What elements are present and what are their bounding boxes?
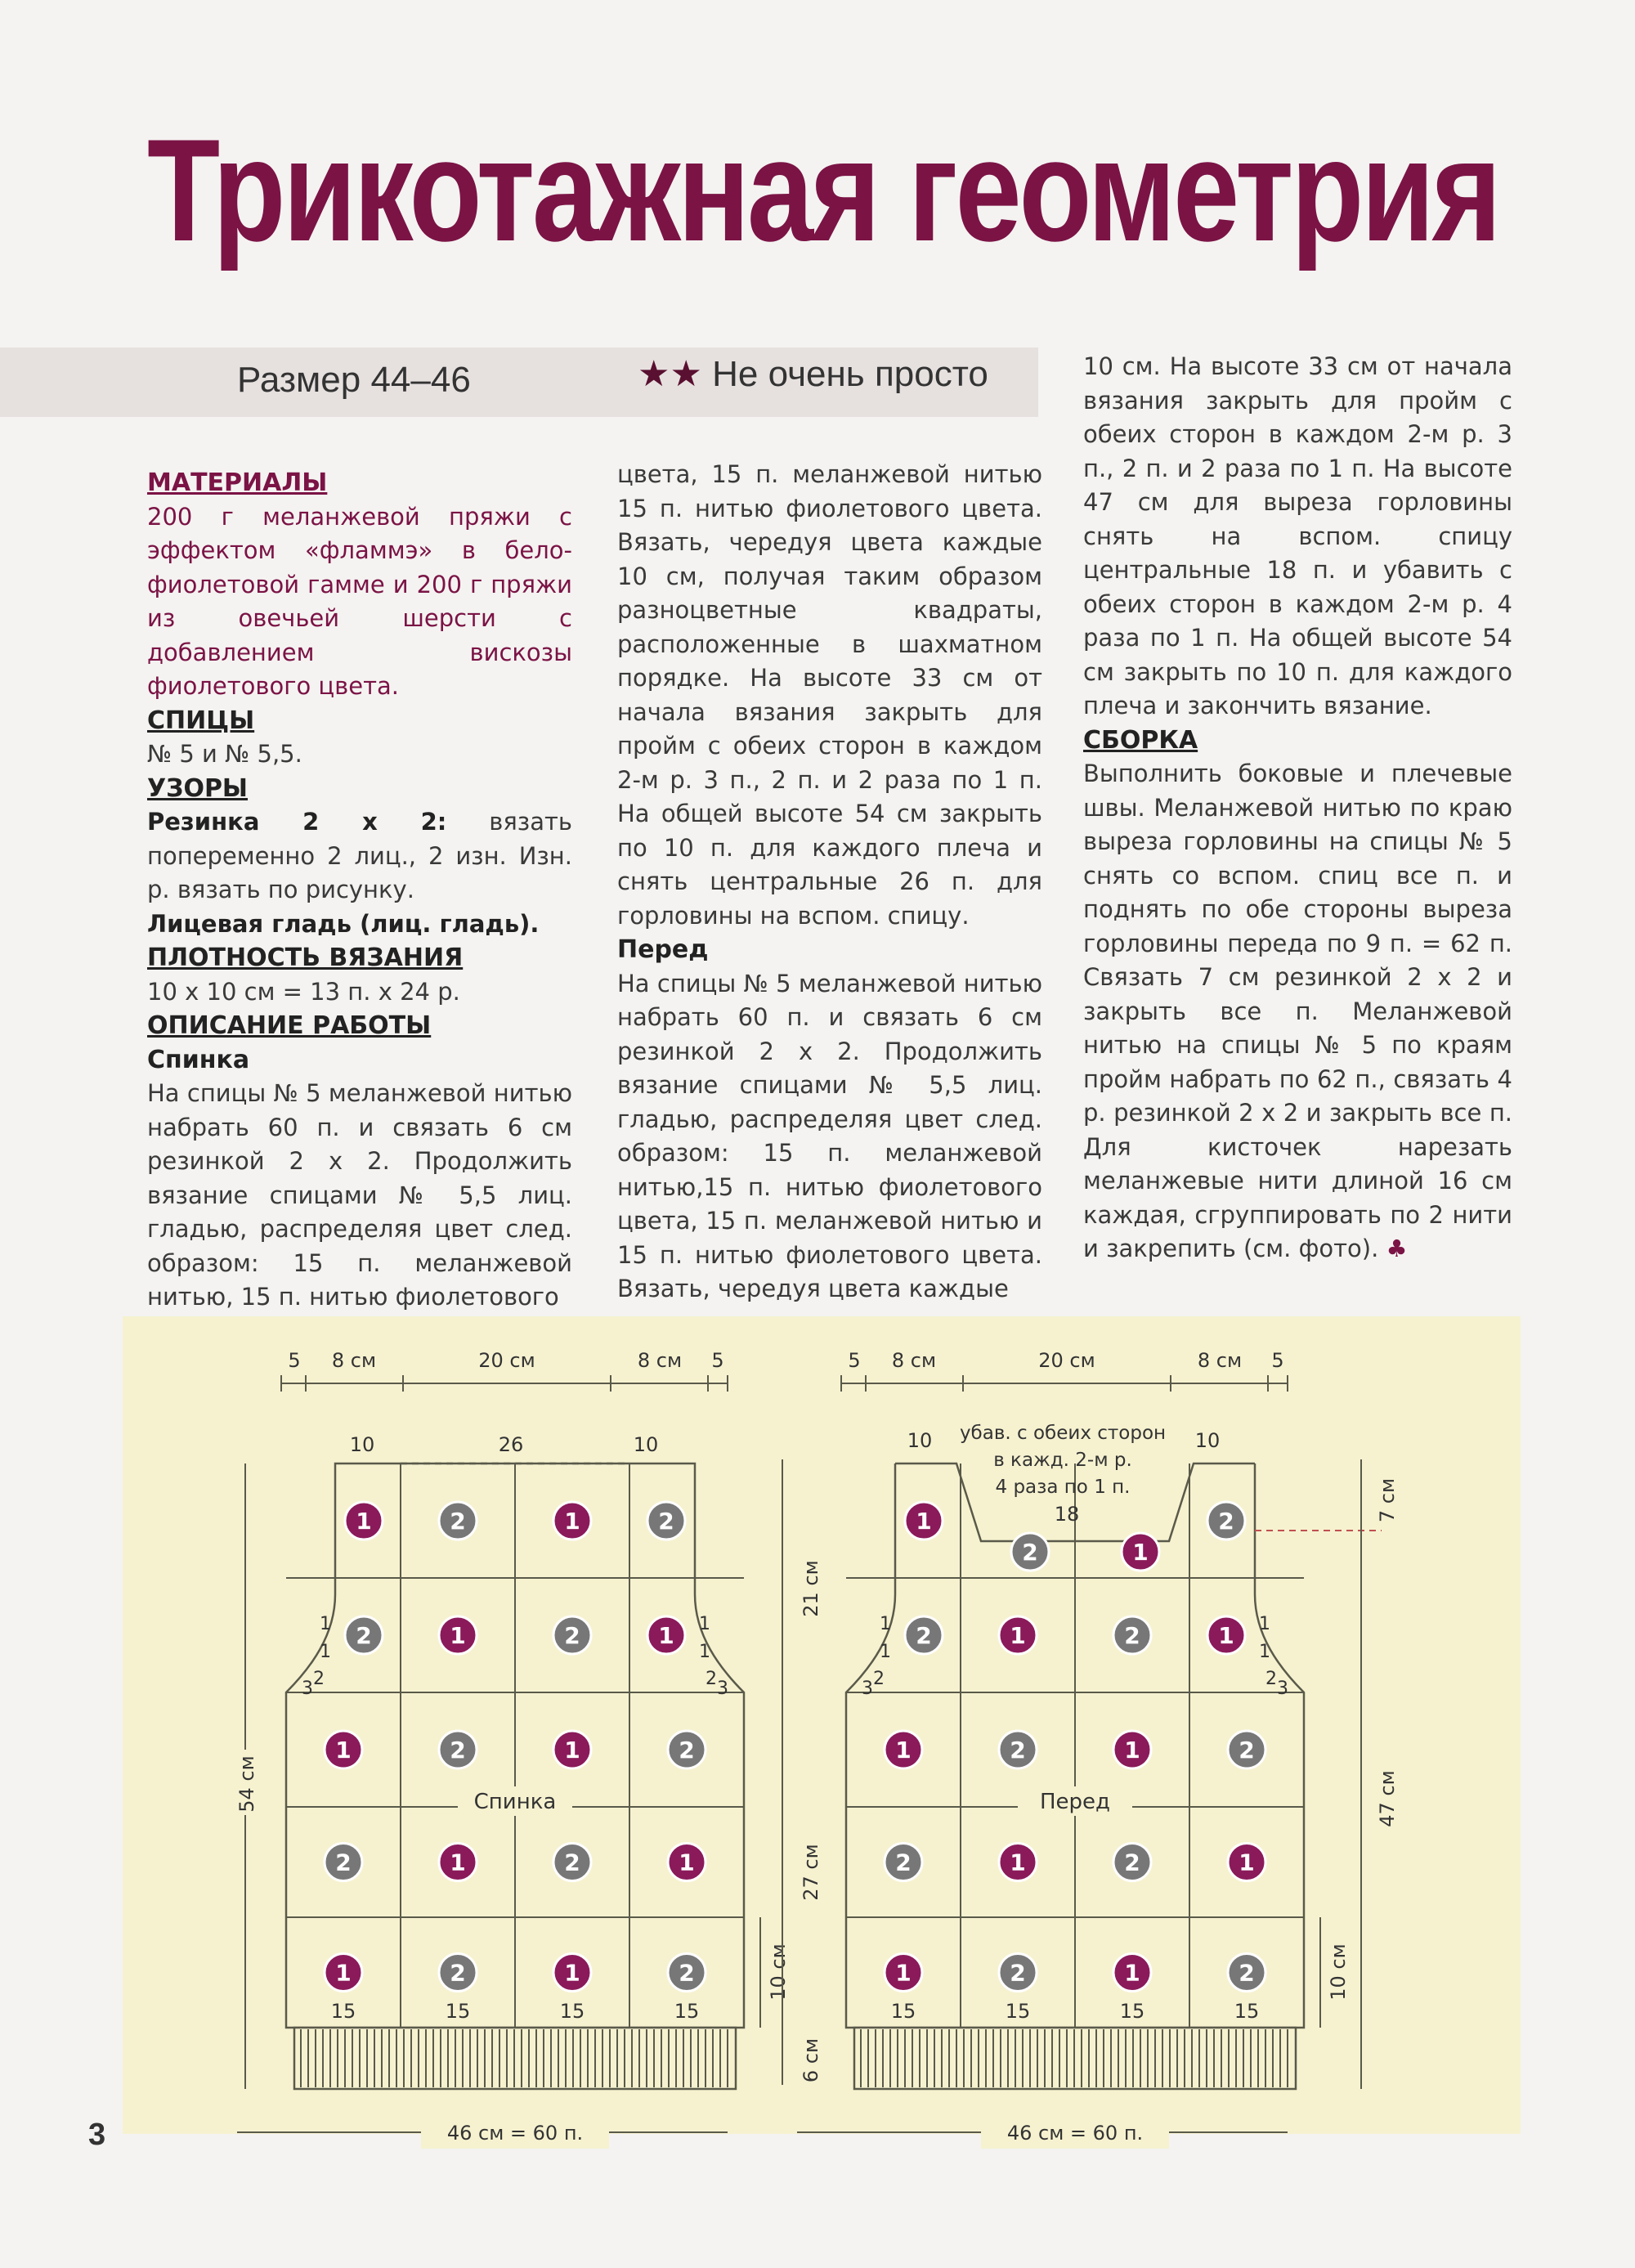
badge-number: 2 (335, 1849, 352, 1876)
badge-number: 1 (679, 1849, 695, 1876)
top-dimension-label: 5 (1271, 1349, 1284, 1372)
piece-label: Перед (1039, 1790, 1111, 1814)
badge-number: 2 (564, 1849, 580, 1876)
top-dimension-label: 5 (288, 1349, 301, 1372)
back-schematic (235, 1349, 822, 2149)
badge-number: 2 (1239, 1737, 1255, 1764)
difficulty-stars: ★★ (638, 354, 702, 394)
badge-number: 2 (916, 1622, 932, 1649)
assembly-body: Выполнить боковые и плечевые швы. Меланжевой нитью по краю выреза горловины на спицы № 5 снять со вспом. спиц все п. и поднять по обе стороны выреза горловины переда по 9 п. = 62 п. Связать 7 см резинкой 2 х 2 и закрыть все п. Меланжевой нитью на спицы № 5 по краям пройм набрать по 62 п., связать 4 р. резинкой 2 х 2 и закрыть все п. Для кисточек нарезать меланжевые нити длиной 16 см каждая, сгруппировать по 2 нити и закрепить (см. фото). (1083, 760, 1512, 1262)
front-schematic (797, 1349, 1399, 2149)
top-dimension-label: 20 см (1038, 1349, 1095, 1372)
shoulder-label: 10 (1194, 1429, 1221, 1452)
materials-heading: МАТЕРИАЛЫ (147, 468, 328, 497)
bottom-stitch-label: 15 (445, 2000, 471, 2023)
decrease-note: убав. с обеих сторон (959, 1423, 1167, 1444)
bottom-stitch-label: 15 (1005, 2000, 1031, 2023)
badge-number: 2 (1124, 1622, 1140, 1649)
armhole-count: 1 (880, 1614, 891, 1634)
shoulder-label: 10 (907, 1429, 933, 1452)
badge-number: 2 (1010, 1737, 1026, 1764)
badge-number: 1 (1132, 1539, 1149, 1566)
stocking-text: Лицевая гладь (лиц. гладь). (147, 909, 540, 938)
badge-number: 1 (1010, 1622, 1026, 1649)
badge-number: 1 (1239, 1849, 1255, 1876)
badge-number: 1 (564, 1508, 580, 1535)
badge-number: 2 (1218, 1508, 1234, 1535)
badge-number: 1 (335, 1959, 352, 1987)
badge-number: 1 (564, 1959, 580, 1987)
armhole-count: 2 (1265, 1669, 1277, 1689)
badge-number: 1 (895, 1959, 912, 1987)
badge-number: 1 (564, 1737, 580, 1764)
armhole-count: 1 (699, 1642, 710, 1662)
front-text: На спицы № 5 меланжевой нитью набрать 60 п. и связать 6 см резинкой 2 х 2. Продолжить вязание спицами № 5,5 лиц. гладью, распределяя цвет след. образом: 15 п. меланжевой нитью,15 п. нитью фиолетового цвета, 15 п. меланжевой нитью и 15 п. нитью фиолетового цвета. Вязать, чередуя цвета каждые (617, 969, 1042, 1302)
armhole-count: 3 (1277, 1679, 1288, 1699)
page-title: Трикотажная геометрия (147, 109, 1499, 271)
badge-number: 1 (450, 1622, 466, 1649)
badge-number: 1 (1124, 1959, 1140, 1987)
armhole-count: 1 (880, 1642, 891, 1662)
needles-text: № 5 и № 5,5. (147, 740, 302, 768)
bottom-stitch-label: 15 (330, 2000, 356, 2023)
shoulder-label: 10 (633, 1433, 659, 1456)
badge-number: 1 (356, 1508, 372, 1535)
height-21-label: 21 см (800, 1560, 822, 1617)
height-label: 54 см (235, 1755, 258, 1813)
front-heading: Перед (617, 935, 709, 964)
bottom-stitch-label: 15 (674, 2000, 700, 2023)
badge-number: 2 (679, 1959, 695, 1987)
rib-title: Резинка 2 х 2: (147, 808, 447, 836)
rib-height-label: 10 см (767, 1943, 790, 2001)
decrease-note: 4 раза по 1 п. (995, 1477, 1131, 1498)
badge-number: 2 (658, 1508, 674, 1535)
badge-number: 1 (450, 1849, 466, 1876)
height-47-label: 47 см (1376, 1770, 1399, 1827)
badge-number: 1 (658, 1622, 674, 1649)
top-dimension-label: 8 см (891, 1349, 937, 1372)
shoulder-label: 10 (349, 1433, 375, 1456)
needles-heading: СПИЦЫ (147, 706, 255, 735)
armhole-count: 1 (1259, 1614, 1270, 1634)
materials-text: 200 г меланжевой пряжи с эффектом «фламмэ» в бело-фиолетовой гамме и 200 г пряжи из овечьей шерсти с добавлением вискозы фиолетового цвета. (147, 502, 572, 700)
end-mark: ♣ (1386, 1235, 1408, 1262)
front-continued-text: 10 см. На высоте 33 см от начала вязания закрыть для пройм с обеих сторон в каждом 2-м р. 3 п., 2 п. и 2 раза по 1 п. На высоте 47 см для выреза горловины снять на вспом. спицу центральные 18 п. и убавить с обеих сторон в каждом 2-м р. 4 раза по 1 п. На общей высоте 54 см закрыть по 10 п. для каждого плеча и закончить вязание. (1083, 352, 1512, 719)
width-label: 46 см = 60 п. (1006, 2122, 1144, 2145)
decrease-note: в кажд. 2-м р. (993, 1450, 1132, 1471)
top-dimension-label: 8 см (1197, 1349, 1243, 1372)
badge-number: 1 (895, 1737, 912, 1764)
badge-number: 2 (450, 1959, 466, 1987)
assembly-heading: СБОРКА (1083, 725, 1198, 755)
size-label: Размер 44–46 (237, 360, 471, 400)
height-27-label: 27 см (800, 1844, 822, 1901)
badge-number: 2 (1010, 1959, 1026, 1987)
gauge-heading: ПЛОТНОСТЬ ВЯЗАНИЯ (147, 944, 464, 972)
badge-number: 2 (356, 1622, 372, 1649)
armhole-count: 3 (717, 1679, 728, 1699)
top-dimension-label: 5 (848, 1349, 861, 1372)
badge-number: 2 (450, 1508, 466, 1535)
badge-number: 1 (1124, 1737, 1140, 1764)
rib-body: вязать попеременно 2 лиц., 2 изн. Изн. р. вязать по рисунку. (147, 808, 572, 903)
piece-label: Спинка (473, 1790, 557, 1814)
badge-number: 2 (1124, 1849, 1140, 1876)
top-dimension-label: 20 см (478, 1349, 535, 1372)
armhole-count: 1 (1259, 1642, 1270, 1662)
badge-number: 2 (450, 1737, 466, 1764)
badge-number: 1 (1218, 1622, 1234, 1649)
armhole-count: 2 (873, 1669, 885, 1689)
armhole-count: 3 (862, 1679, 873, 1699)
neck-label: 18 (1054, 1503, 1080, 1526)
gauge-text: 10 х 10 см = 13 п. х 24 р. (147, 977, 460, 1006)
badge-number: 2 (679, 1737, 695, 1764)
armhole-count: 1 (699, 1614, 710, 1634)
back-heading: Спинка (147, 1045, 250, 1074)
armhole-count: 1 (320, 1614, 331, 1634)
armhole-count: 2 (706, 1669, 717, 1689)
badge-number: 2 (1022, 1539, 1038, 1566)
badge-number: 1 (335, 1737, 352, 1764)
bottom-stitch-label: 15 (1119, 2000, 1145, 2023)
badge-number: 2 (895, 1849, 912, 1876)
armhole-count: 2 (313, 1669, 325, 1689)
height-6-label: 6 см (800, 2037, 822, 2083)
armhole-count: 1 (320, 1642, 331, 1662)
neck-label: 26 (498, 1433, 524, 1456)
width-label: 46 см = 60 п. (446, 2122, 584, 2145)
bottom-stitch-label: 15 (1234, 2000, 1260, 2023)
back-continued-text: цвета, 15 п. меланжевой нитью 15 п. нитью фиолетового цвета. Вязать, чередуя цвета каждые 10 см, получая таким образом разноцветные квадраты, расположенные в шахматном порядке. На высоте 33 см от начала вязания закрыть для пройм с обеих сторон в каждом 2-м р. 3 п., 2 п. и 2 раза по 1 п. На общей высоте 54 см закрыть по 10 п. для каждого плеча и снять центральные 26 п. для горловины на вспом. спицу. (617, 460, 1042, 930)
work-heading: ОПИСАНИЕ РАБОТЫ (147, 1011, 432, 1040)
badge-number: 1 (1010, 1849, 1026, 1876)
difficulty-text: Не очень просто (712, 354, 988, 394)
top-dimension-label: 8 см (331, 1349, 377, 1372)
badge-number: 1 (916, 1508, 932, 1535)
height-7-label: 7 см (1376, 1477, 1399, 1523)
top-dimension-label: 5 (711, 1349, 724, 1372)
bottom-stitch-label: 15 (559, 2000, 585, 2023)
badge-number: 2 (1239, 1959, 1255, 1987)
armhole-count: 3 (302, 1679, 313, 1699)
badge-number: 2 (564, 1622, 580, 1649)
bottom-stitch-label: 15 (890, 2000, 916, 2023)
page-number: 3 (88, 2118, 106, 2152)
rib-height-label: 10 см (1327, 1943, 1350, 2001)
back-text: На спицы № 5 меланжевой нитью набрать 60 п. и связать 6 см резинкой 2 х 2. Продолжить вязание спицами № 5,5 лиц. гладью, распределяя цвет след. образом: 15 п. меланжевой нитью, 15 п. нитью фиолетового (147, 1079, 572, 1311)
patterns-heading: УЗОРЫ (147, 773, 249, 803)
top-dimension-label: 8 см (637, 1349, 683, 1372)
